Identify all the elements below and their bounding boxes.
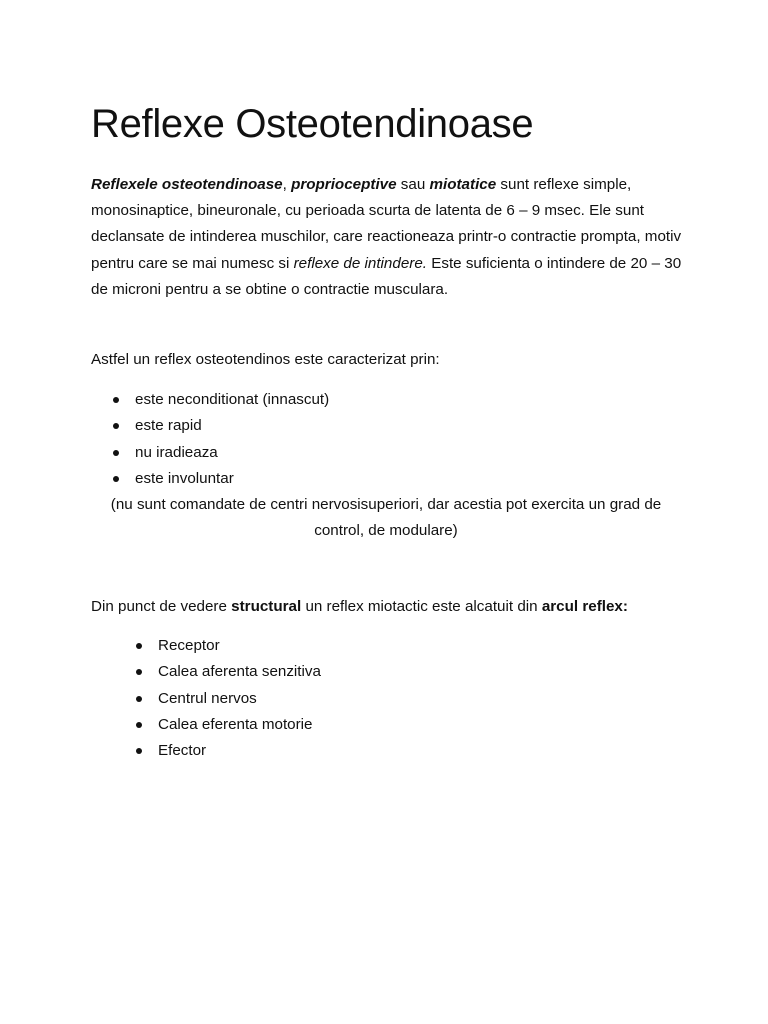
list-item <box>91 466 329 492</box>
structure-intro <box>91 596 628 618</box>
page-title: Reflexe Osteotendinoase <box>91 102 534 146</box>
list-item <box>91 738 321 764</box>
structure-intro-text-2: un reflex miotactic este alcatuit din <box>301 598 542 615</box>
bullet-icon <box>136 696 142 702</box>
list-item <box>91 659 321 685</box>
list-item <box>91 387 329 413</box>
list-item-text: Calea eferenta motorie <box>158 715 313 733</box>
list-item <box>91 440 329 466</box>
characteristics-list <box>91 387 329 492</box>
list-item <box>91 633 321 659</box>
intro-text-2: Este suficienta o intindere de 20 – 30 de microni pentru a se obtine o contractie musculara. <box>91 254 682 298</box>
list-item-text: Receptor <box>158 637 220 654</box>
structure-intro-text-1: Din punct de vedere <box>91 598 232 615</box>
intro-paragraph <box>91 172 691 303</box>
list-item-text: Calea aferenta senzitiva <box>158 663 321 681</box>
bullet-icon <box>113 476 119 482</box>
list-item <box>91 712 321 738</box>
structure-bold-arcul-reflex: arcul reflex <box>541 598 623 615</box>
bullet-icon <box>136 669 142 675</box>
characteristics-intro: Astfel un reflex osteotendinos este caracterizat prin: <box>91 351 440 368</box>
list-item <box>91 686 321 712</box>
term-osteotendinoase: Reflexele osteotendinoase <box>91 176 283 193</box>
list-item-text: este neconditionat (innascut) <box>135 391 330 408</box>
term-proprioceptive: proprioceptive <box>291 176 397 193</box>
structure-list <box>91 633 321 764</box>
bullet-icon <box>136 643 142 649</box>
intro-sep-1: , <box>282 176 292 193</box>
bullet-icon <box>113 450 119 456</box>
list-item-text: Efector <box>158 742 207 760</box>
list-item <box>91 413 329 439</box>
term-reflexe-de-intindere: reflexe de intindere. <box>293 254 427 272</box>
structure-intro-colon: : <box>622 598 628 615</box>
bullet-icon <box>136 748 142 754</box>
term-miotatice: miotatice <box>429 176 497 193</box>
bullet-icon <box>136 722 142 728</box>
list-item-text: este rapid <box>135 417 202 435</box>
intro-sep-2: sau <box>396 176 430 193</box>
list-item-text: Centrul nervos <box>158 689 257 707</box>
list-item-text: este involuntar <box>135 469 234 487</box>
list-item-text: nu iradieaza <box>135 443 218 461</box>
structure-bold-structural: structural <box>231 598 302 615</box>
intro-text-1: sunt reflexe simple, monosinaptice, bineuronale, cu perioada scurta de latenta de 6 – 9 msec. Ele sunt declansate de intinderea muschilor, care reactioneaza printr-o contractie prompta, motiv pentru care se mai numesc si <box>91 176 682 272</box>
characteristics-note: (nu sunt comandate de centri nervosisuperiori, dar acestia pot exercita un grad de control, de modulare) <box>110 496 662 540</box>
bullet-icon <box>113 397 119 403</box>
bullet-icon <box>113 423 119 429</box>
